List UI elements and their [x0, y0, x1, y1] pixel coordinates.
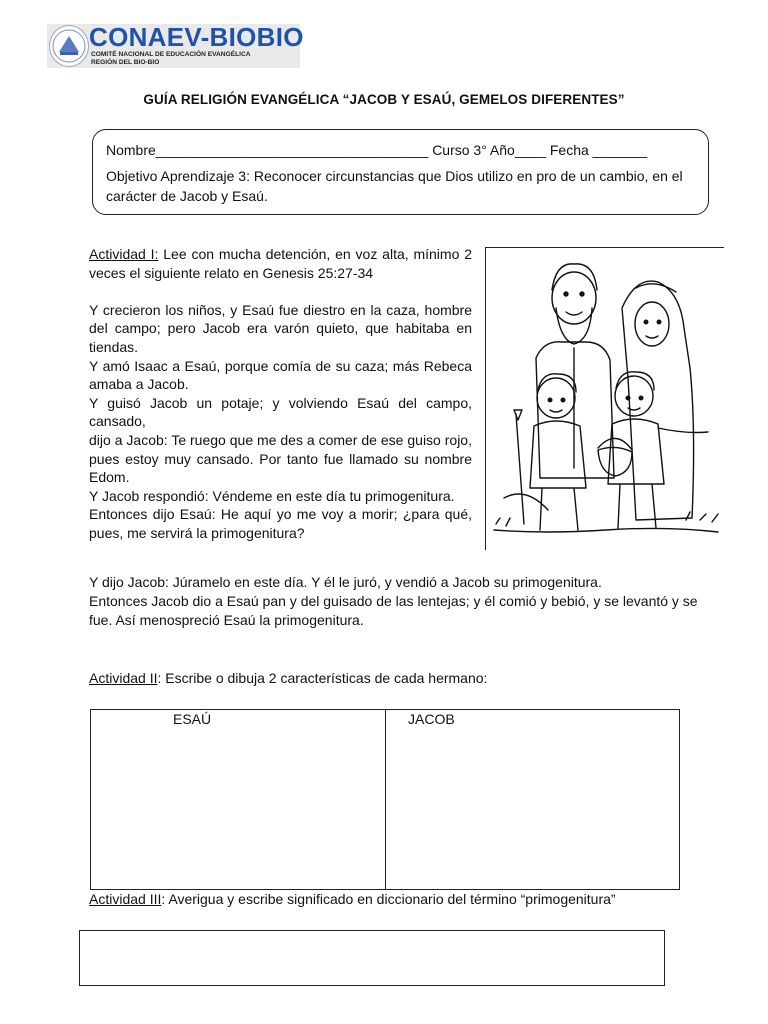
activity3-label: Actividad III — [89, 891, 162, 907]
family-illustration — [485, 247, 724, 550]
jacob-column-label: JACOB — [408, 711, 455, 727]
name-course-date-line[interactable]: Nombre___________________________________ Curso 3° Año____ Fecha _______ — [106, 142, 648, 158]
story-column — [89, 245, 472, 543]
story-tail — [89, 573, 709, 630]
logo-region: REGIÓN DEL BIO-BIO — [91, 59, 160, 66]
activity3-heading — [89, 891, 616, 907]
seal-emblem-icon — [49, 25, 89, 67]
brothers-table — [90, 709, 680, 890]
esau-column-label: ESAÚ — [173, 711, 212, 727]
logo-name: CONAEV-BIOBIO — [89, 22, 304, 52]
story-paragraph: Y crecieron los niños, y Esaú fue diestro en la caza, hombre del campo; pero Jacob era varón quieto, que habitaba en tiendas. — [89, 301, 472, 355]
story-paragraph: Y guisó Jacob un potaje; y volviendo Esaú del campo, cansado, — [89, 394, 472, 430]
story-paragraph: dijo a Jacob: Te ruego que me des a comer de ese guiso rojo, pues estoy muy cansado. Por tanto fue llamado su nombre Edom. — [89, 431, 472, 486]
page-title: GUÍA RELIGIÓN EVANGÉLICA “JACOB Y ESAÚ, GEMELOS DIFERENTES” — [143, 92, 625, 107]
activity1-intro — [89, 245, 472, 282]
activity2-text: : Escribe o dibuja 2 características de cada hermano: — [157, 670, 488, 686]
story-paragraph: Y dijo Jacob: Júramelo en este día. Y él le juró, y vendió a Jacob su primogenitura. — [89, 574, 602, 590]
esau-cell[interactable] — [91, 710, 386, 889]
activity1-label: Actividad I: — [89, 246, 159, 262]
conaev-logo — [47, 22, 304, 68]
activity3-text: : Averigua y escribe significado en diccionario del término “primogenitura” — [161, 891, 616, 907]
student-info-box — [92, 129, 709, 215]
story-paragraph: Entonces dijo Esaú: He aquí yo me voy a morir; ¿para qué, pues, me servirá la primogenitura? — [89, 506, 472, 541]
activity1-instruction: Lee con mucha detención, en voz alta, mínimo 2 veces el siguiente relato en Genesis 25:27-34 — [89, 246, 472, 281]
definition-answer-box[interactable] — [79, 930, 665, 986]
logo-subtitle: COMITÉ NACIONAL DE EDUCACIÓN EVANGÉLICA — [91, 51, 251, 58]
jacob-cell[interactable] — [386, 710, 679, 889]
activity2-heading — [89, 670, 487, 686]
story-paragraph: Y amó Isaac a Esaú, porque comía de su caza; más Rebeca amaba a Jacob. — [89, 357, 472, 393]
learning-objective: Objetivo Aprendizaje 3: Reconocer circunstancias que Dios utilizo en pro de un cambio, en el carácter de Jacob y Esaú. — [106, 168, 683, 204]
activity2-label: Actividad II — [89, 670, 158, 686]
story-paragraph: Y Jacob respondió: Véndeme en este día tu primogenitura. — [89, 487, 455, 504]
story-paragraph: Entonces Jacob dio a Esaú pan y del guisado de las lentejas; y él comió y bebió, y se levantó y se fue. Así menospreció Esaú la primogenitura. — [89, 593, 698, 628]
